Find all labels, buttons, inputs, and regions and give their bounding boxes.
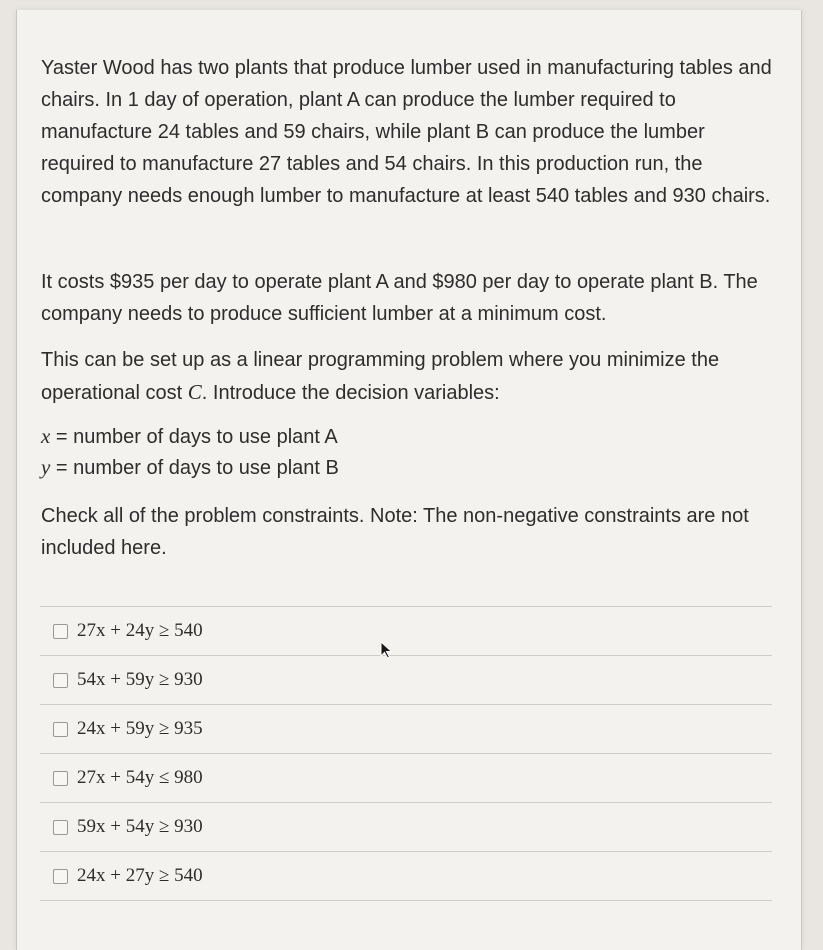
checkbox[interactable] (53, 624, 68, 639)
constraint-option[interactable] (40, 802, 772, 851)
setup-statement (41, 344, 781, 409)
problem-statement: Yaster Wood has two plants that produce lumber used in manufacturing tables and chairs. In 1 day of operation, plant A can produce the lumber required to manufacture 24 tables and 59 chairs, while plant B can produce the lumber required to manufacture 27 tables and 54 chairs. In this production run, the company needs enough lumber to manufacture at least 540 tables and 930 chairs. (41, 57, 772, 207)
constraint-label: 24x + 27y ≥ 540 (77, 865, 203, 886)
checkbox[interactable] (53, 820, 68, 835)
constraint-option[interactable] (40, 606, 772, 655)
variable-symbol: y (41, 455, 51, 479)
checkbox[interactable] (53, 673, 68, 688)
constraint-option[interactable] (40, 655, 772, 704)
variable-symbol: x (41, 424, 51, 448)
instruction-text: Check all of the problem constraints. Note: The non-negative constraints are not included here. (41, 505, 749, 559)
cost-statement: It costs $935 per day to operate plant A and $980 per day to operate plant B. The company needs to produce sufficient lumber at a minimum cost. (41, 271, 758, 325)
constraint-option[interactable] (40, 704, 772, 753)
variable-y-definition (41, 455, 339, 480)
variable-description: = number of days to use plant B (50, 457, 339, 479)
checkbox[interactable] (53, 722, 68, 737)
constraint-options-list (40, 606, 772, 901)
checkbox[interactable] (53, 869, 68, 884)
constraint-label: 54x + 59y ≥ 930 (77, 669, 203, 690)
variable-x-definition (41, 424, 338, 449)
variable-description: = number of days to use plant A (50, 426, 338, 448)
checkbox[interactable] (53, 771, 68, 786)
cost-variable: C (187, 380, 202, 404)
constraint-option[interactable] (40, 851, 772, 901)
constraint-label: 24x + 59y ≥ 935 (77, 718, 203, 739)
constraint-label: 27x + 24y ≥ 540 (77, 620, 203, 641)
mouse-pointer-icon (380, 641, 394, 659)
constraint-option[interactable] (40, 753, 772, 802)
setup-text-suffix: . Introduce the decision variables: (201, 382, 500, 404)
setup-text-prefix: This can be set up as a linear programming problem where you minimize the operational cost (41, 349, 720, 404)
constraint-label: 59x + 54y ≥ 930 (77, 816, 203, 837)
constraint-label: 27x + 54y ≤ 980 (77, 767, 203, 788)
